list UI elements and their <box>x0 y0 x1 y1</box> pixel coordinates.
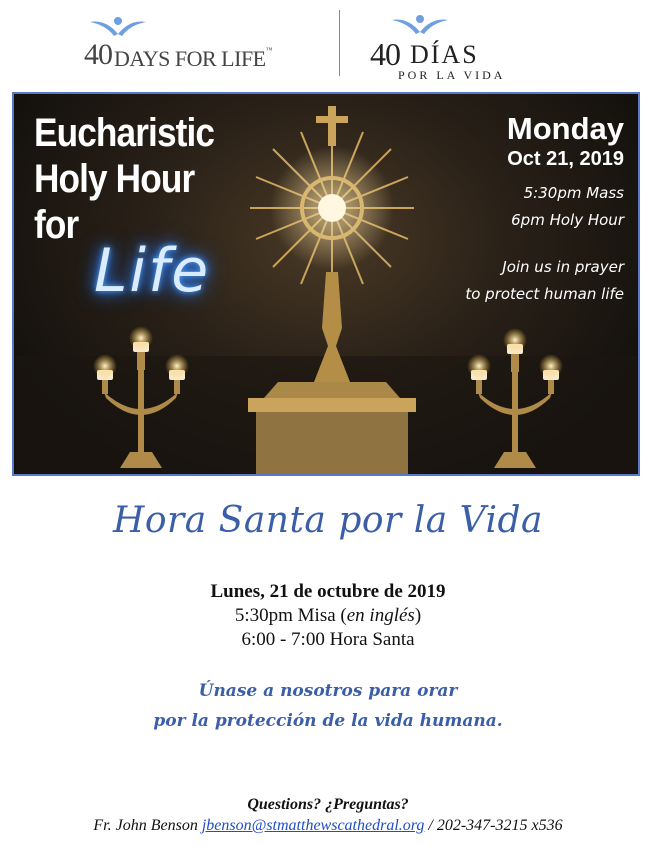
spanish-title: Hora Santa por la Vida <box>112 500 544 541</box>
spanish-invite-line-1: Únase a nosotros para orar <box>198 681 458 701</box>
cuarenta-dias-por-la-vida-logo <box>370 12 530 82</box>
logo-number: 40 <box>84 38 112 71</box>
forty-days-for-life-logo <box>84 12 304 74</box>
banner-inner <box>16 96 636 472</box>
holy-hour-time: 6pm Holy Hour <box>511 211 624 229</box>
logo-text <box>114 46 272 72</box>
event-banner <box>12 92 640 476</box>
mass-suffix: ) <box>414 605 422 626</box>
banner-schedule <box>384 112 624 308</box>
logo-divider <box>339 10 340 76</box>
logo-wordmark: DAYS FOR LIFE <box>114 46 266 71</box>
cross-icon <box>316 106 348 146</box>
event-day: Monday <box>506 111 624 146</box>
mass-prefix: 5:30pm Misa ( <box>234 605 347 626</box>
spanish-date: Lunes, 21 de octubre de 2019 <box>210 581 446 602</box>
spanish-invite-line-2: por la protección de la vida humana. <box>153 711 503 731</box>
dove-icon <box>88 10 148 40</box>
spanish-schedule <box>0 580 656 652</box>
spanish-invite <box>0 676 656 736</box>
headline-line-1: Eucharistic <box>34 111 215 155</box>
logo-row <box>0 8 656 82</box>
logo-subtext: POR LA VIDA <box>398 68 506 82</box>
contact-separator: / <box>424 817 437 834</box>
invite-line-1: Join us in prayer <box>502 258 624 276</box>
logo-number: 40 <box>370 36 400 72</box>
logo-wordmark: DÍAS <box>410 40 479 69</box>
contact-name: Fr. John Benson <box>93 817 198 834</box>
contact-phone: 202-347-3215 x536 <box>436 817 563 834</box>
contact-line <box>93 817 562 834</box>
spanish-mass-time <box>0 604 656 628</box>
trademark-mark: ™ <box>265 46 272 54</box>
mass-time: 5:30pm Mass <box>523 184 624 202</box>
contact-email-link[interactable]: jbenson@stmatthewscathedral.org <box>201 817 425 834</box>
dove-icon <box>390 8 450 38</box>
banner-headline <box>34 110 214 248</box>
headline-line-2: Holy Hour <box>34 157 195 201</box>
headline-line-3: for <box>34 203 79 247</box>
mass-language-note: en inglés <box>346 605 415 626</box>
contact-block <box>0 794 656 836</box>
invite-line-2: to protect human life <box>465 285 624 303</box>
spanish-holy-hour: 6:00 - 7:00 Hora Santa <box>241 629 415 650</box>
contact-question: Questions? ¿Preguntas? <box>247 796 409 813</box>
event-date: Oct 21, 2019 <box>507 148 624 170</box>
headline-accent-life: Life <box>94 236 211 306</box>
